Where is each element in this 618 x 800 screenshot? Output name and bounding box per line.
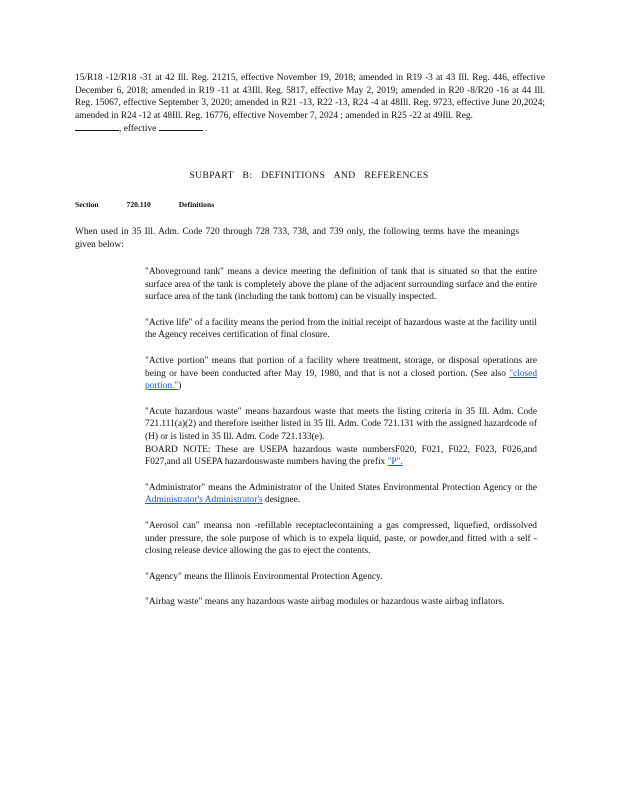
definition-text: "Active life" of a facility means the period from the initial receipt of hazardous waste at the facility until the Agency receives certification of final closure. — [145, 317, 537, 341]
prefix-p-link[interactable]: "P" — [387, 457, 401, 468]
definition-airbag-waste — [145, 596, 537, 609]
board-note — [145, 444, 537, 469]
definition-active-life — [145, 317, 537, 342]
effective-label: , effective — [119, 124, 157, 135]
definition-text: "Agency" means the Illinois Environmental Protection Agency. — [145, 571, 383, 582]
definition-text: "Active portion" means that portion of a facility where treatment, storage, or disposal operations are being or have been conducted after May 19, 1980, and that is not a closed portion. (See also — [145, 355, 537, 379]
section-title: Definitions — [178, 200, 215, 209]
blank-register-page — [75, 122, 119, 131]
amendment-history-text: 15/R18 -12/R18 -31 at 42 Ill. Reg. 21215, effective November 19, 2018; amended in R19 -3 at 43 Ill. Reg. 446, effective December 6, 2018; amended in R19 -11 at 43Ill. Reg. 5817, effective May 2, 2019; amended in R20 -8/R20 -16 at 44 Ill. Reg. 15067, effective September 3, 2020; amended in R21 -13, R22 -13, R24 -4 at 48Ill. Reg. 9723, effective June 20,2024; amended in R24 -12 at 48Ill. Reg. 16776, effective November 7, 2024 ; amended in R25 -22 at 49Ill. Reg. — [75, 73, 545, 121]
definition-text-after: ) — [178, 381, 182, 392]
definition-aerosol-can — [145, 520, 537, 558]
closed-portion-link[interactable]: "closed portion." — [145, 368, 538, 392]
definition-active-portion — [145, 355, 537, 393]
board-note-end: . — [400, 457, 403, 468]
definition-text: "Aboveground tank" means a device meeting the definition of tank that is situated so that the entire surface area of the tank is completely above the plane of the adjacent surrounding surface and the entire surface area of the tank (including the tank bottom) can be visually inspected. — [145, 267, 537, 303]
definition-text: "Administrator" means the Administrator of the United States Environmental Protection Agency or the — [145, 482, 537, 493]
history-end-mark: . — [205, 124, 208, 135]
definition-administrator — [145, 482, 537, 507]
definition-aboveground-tank — [145, 266, 537, 304]
definitions-list — [145, 266, 537, 622]
blank-effective-date — [159, 122, 203, 131]
administrators-link[interactable]: Administrator's Administrator's — [145, 495, 263, 506]
subpart-heading: SUBPART B: DEFINITIONS AND REFERENCES — [189, 170, 429, 181]
section-label: Section — [75, 200, 99, 209]
section-number: 720.110 — [126, 200, 151, 209]
definition-text: "Airbag waste" means any hazardous waste airbag modules or hazardous waste airbag inflators. — [145, 597, 505, 608]
definition-acute-hazardous-waste — [145, 406, 537, 469]
intro-paragraph: When used in 35 Ill. Adm. Code 720 through 728 733, 738, and 739 only, the following terms have the meanings given below: — [75, 227, 519, 250]
definition-agency — [145, 571, 537, 584]
definition-text: "Acute hazardous waste" means hazardous waste that meets the listing criteria in 35 Ill. Adm. Code 721.111(a)(2) and therefore iseither listed in 35 Ill. Adm. Code 721.131 with the assigned hazardcode of (H) or is listed in 35 Ill. Adm. Code 721.133(e). — [145, 406, 537, 442]
definition-text-after: designee. — [265, 495, 301, 506]
amendment-history — [75, 72, 545, 136]
section-heading — [75, 200, 214, 209]
board-note-text: BOARD NOTE: These are USEPA hazardous waste numbersF020, F021, F022, F023, F026,and F027,and all USEPA hazardouswaste numbers having the prefix — [145, 444, 537, 468]
definition-text: "Aerosol can" meansa non -refillable receptaclecontaining a gas compressed, liquefied, ordissolved under pressure, the sole purpose of which is to expela liquid, paste, or powder,and fitted with a self -closing release device allowing the gas to eject the contents. — [145, 520, 537, 557]
